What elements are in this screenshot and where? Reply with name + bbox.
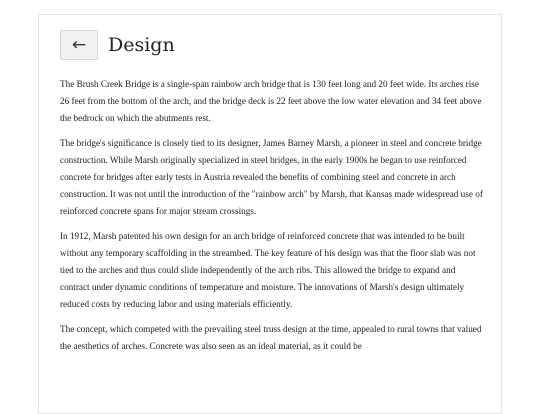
page-title: Design — [108, 34, 175, 56]
back-arrow-icon: ← — [71, 35, 87, 55]
paragraph: The bridge's significance is closely tied to its designer, James Barney Marsh, a pioneer in steel and concrete bridge construction. While Marsh originally specialized in steel bridges, in the early 1900s he began to use reinforced concrete for bridges after early tests in Austria revealed the benefits of combining steel and concrete in arch construction. It was not until the introduction of the "rainbow arch" by Marsh, that Kansas made widespread use of reinforced concrete spans for major stream crossings. — [60, 138, 483, 216]
paragraph: In 1912, Marsh patented his own design for an arch bridge of reinforced concrete that was intended to be built without any temporary scaffolding in the streambed. The key feature of his design was that the floor slab was not tied to the arches and thus could slide independently of the arch ribs. This allowed the bridge to expand and contract under dynamic conditions of temperature and moisture. The innovations of Marsh's design ultimately reduced costs by reducing labor and using materials efficiently. — [60, 231, 476, 309]
back-button[interactable] — [60, 30, 98, 60]
paragraph: The Brush Creek Bridge is a single-span rainbow arch bridge that is 130 feet long and 20 feet wide. Its arches rise 26 feet from the bottom of the arch, and the bridge deck is 22 feet above the low water elevation and 34 feet above the bedrock on which the abutments rest. — [60, 79, 482, 123]
article-body — [60, 76, 486, 363]
article-panel — [38, 14, 502, 414]
page-header — [60, 30, 175, 60]
paragraph: The concept, which competed with the prevailing steel truss design at the time, appealed to rural towns that valued the aesthetics of arches. Concrete was also seen as an ideal material, as it could be — [60, 324, 482, 351]
